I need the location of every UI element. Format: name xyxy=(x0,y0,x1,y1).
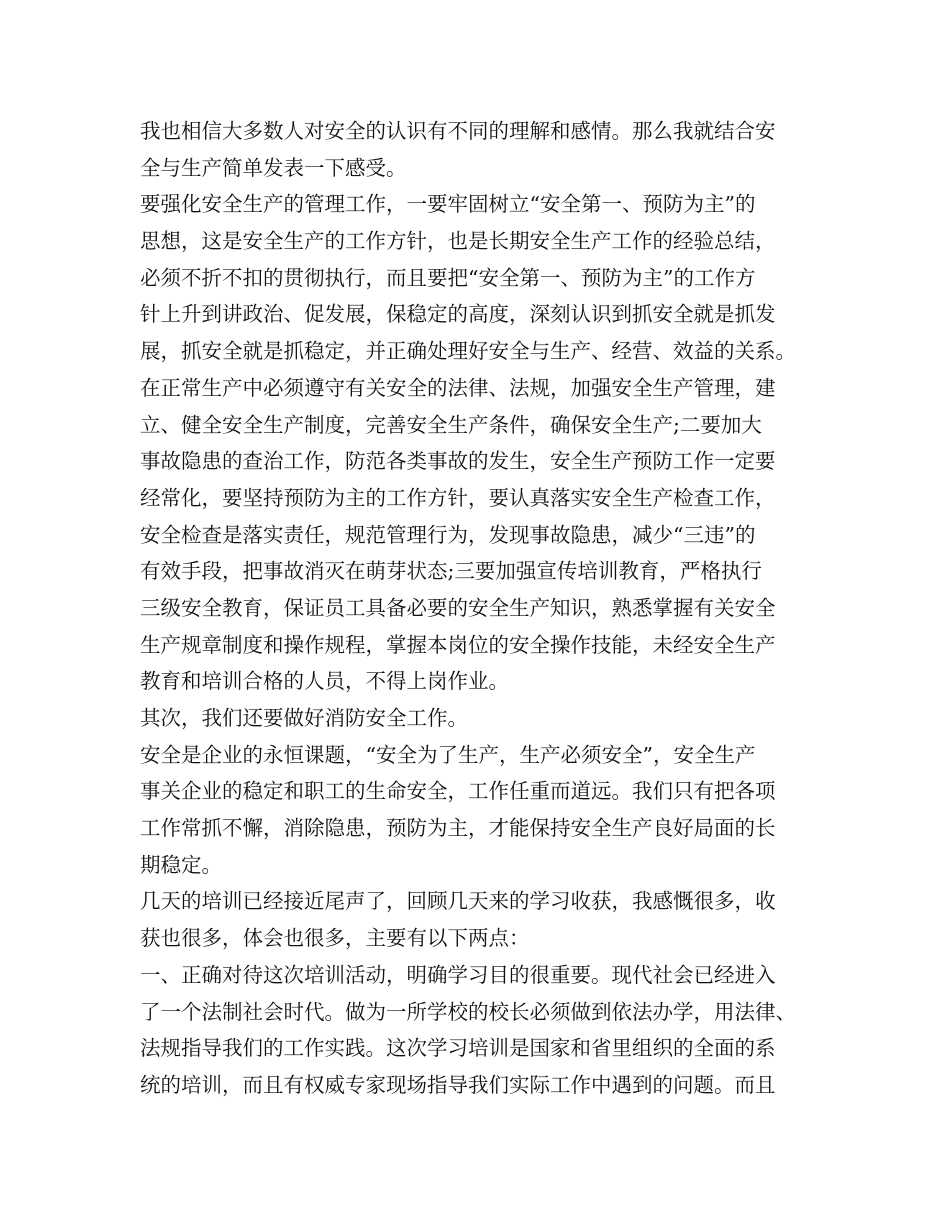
text-line: 思想，这是安全生产的工作方针，也是长期安全生产工作的经验总结， xyxy=(140,229,776,254)
text-line: 其次，我们还要做好消防安全工作。 xyxy=(140,706,468,730)
text-line: 有效手段，把事故消灭在萌芽状态;三要加强宣传培训教育，严格执行 xyxy=(140,559,762,584)
body-text xyxy=(140,113,830,1104)
text-line: 我也相信大多数人对安全的认识有不同的理解和感情。那么我就结合安 xyxy=(140,119,776,143)
text-line: 立、健全安全生产制度，完善安全生产条件，确保安全生产;二要加大 xyxy=(140,412,762,437)
text-line: 教育和培训合格的人员，不得上岗作业。 xyxy=(140,669,509,694)
text-line: 法规指导我们的工作实践。这次学习培训是国家和省里组织的全面的系 xyxy=(140,1036,776,1061)
text-line: 三级安全教育，保证员工具备必要的安全生产知识，熟悉掌握有关安全 xyxy=(140,595,776,620)
text-line: 要强化安全生产的管理工作，一要牢固树立“安全第一、预防为主”的 xyxy=(140,192,756,217)
text-line: 生产规章制度和操作规程，掌握本岗位的安全操作技能，未经安全生产 xyxy=(140,632,776,657)
text-line: 一、正确对待这次培训活动，明确学习目的很重要。现代社会已经进入 xyxy=(140,962,776,987)
text-line: 在正常生产中必须遵守有关安全的法律、法规，加强安全生产管理，建 xyxy=(140,375,776,400)
text-line: 工作常抓不懈，消除隐患，预防为主，才能保持安全生产良好局面的长 xyxy=(140,816,776,841)
text-line: 统的培训，而且有权威专家现场指导我们实际工作中遇到的问题。而且 xyxy=(140,1072,776,1097)
text-line: 事关企业的稳定和职工的生命安全，工作任重而道远。我们只有把各项 xyxy=(140,779,776,804)
text-line: 安全是企业的永恒课题，“安全为了生产，生产必须安全”，安全生产 xyxy=(140,742,756,767)
text-line: 事故隐患的查治工作，防范各类事故的发生，安全生产预防工作一定要 xyxy=(140,449,776,474)
text-line: 几天的培训已经接近尾声了，回顾几天来的学习收获，我感慨很多，收 xyxy=(140,889,776,914)
text-line: 展，抓安全就是抓稳定，并正确处理好安全与生产、经营、效益的关系。 xyxy=(140,339,796,364)
text-line: 全与生产简单发表一下感受。 xyxy=(140,155,407,180)
text-line: 安全检查是落实责任，规范管理行为，发现事故隐患，减少“三违”的 xyxy=(140,522,756,547)
text-line: 经常化，要坚持预防为主的工作方针，要认真落实安全生产检查工作， xyxy=(140,485,776,510)
text-line: 期稳定。 xyxy=(140,852,222,877)
text-line: 获也很多，体会也很多，主要有以下两点： xyxy=(140,926,530,951)
text-line: 了一个法制社会时代。做为一所学校的校长必须做到依法办学，用法律、 xyxy=(140,999,796,1024)
text-line: 必须不折不扣的贯彻执行，而且要把“安全第一、预防为主”的工作方 xyxy=(140,265,756,290)
text-line: 针上升到讲政治、促发展，保稳定的高度，深刻认识到抓安全就是抓发 xyxy=(140,302,776,327)
